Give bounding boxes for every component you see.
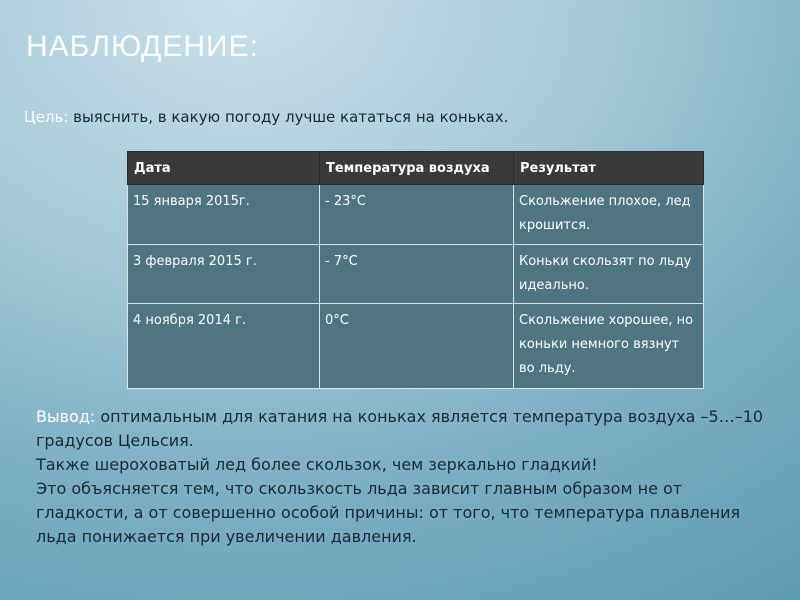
conclusion-text: оптимальным для катания на коньках является температура воздуха –5…–10 градусов Цельсия. bbox=[36, 407, 764, 450]
cell-result: Скольжение плохое, лед крошится. bbox=[514, 185, 704, 245]
cell-date: 4 ноября 2014 г. bbox=[128, 304, 320, 389]
conclusion-paragraph-2: Также шероховатый лед более скользок, чем зеркально гладкий! bbox=[36, 455, 598, 474]
table-row bbox=[128, 245, 704, 304]
conclusion-block bbox=[36, 405, 776, 549]
observation-table bbox=[127, 151, 704, 389]
goal-text: выяснить, в какую погоду лучше кататься на коньках. bbox=[68, 108, 509, 126]
cell-temperature: - 23°C bbox=[320, 185, 514, 245]
cell-temperature: 0°C bbox=[320, 304, 514, 389]
cell-temperature: - 7°C bbox=[320, 245, 514, 304]
header-date: Дата bbox=[128, 152, 320, 185]
table-row bbox=[128, 304, 704, 389]
header-temperature: Температура воздуха bbox=[320, 152, 514, 185]
table-header-row bbox=[128, 152, 704, 185]
goal-label: Цель: bbox=[24, 108, 69, 126]
slide-title: НАБЛЮДЕНИЕ: bbox=[26, 30, 259, 63]
cell-result: Скольжение хорошее, но коньки немного вязнут во льду. bbox=[514, 304, 704, 389]
conclusion-label: Вывод: bbox=[36, 407, 96, 426]
goal-line bbox=[24, 108, 508, 126]
cell-result: Коньки скользят по льду идеально. bbox=[514, 245, 704, 304]
cell-date: 15 января 2015г. bbox=[128, 185, 320, 245]
conclusion-paragraph-1 bbox=[36, 405, 776, 453]
header-result: Результат bbox=[514, 152, 704, 185]
table-row bbox=[128, 185, 704, 245]
conclusion-paragraph-3: Это объясняется тем, что скользкость льда зависит главным образом не от гладкости, а от совершенно особой причины: от того, что температура плавления льда понижается при увеличении давления. bbox=[36, 479, 741, 546]
cell-date: 3 февраля 2015 г. bbox=[128, 245, 320, 304]
